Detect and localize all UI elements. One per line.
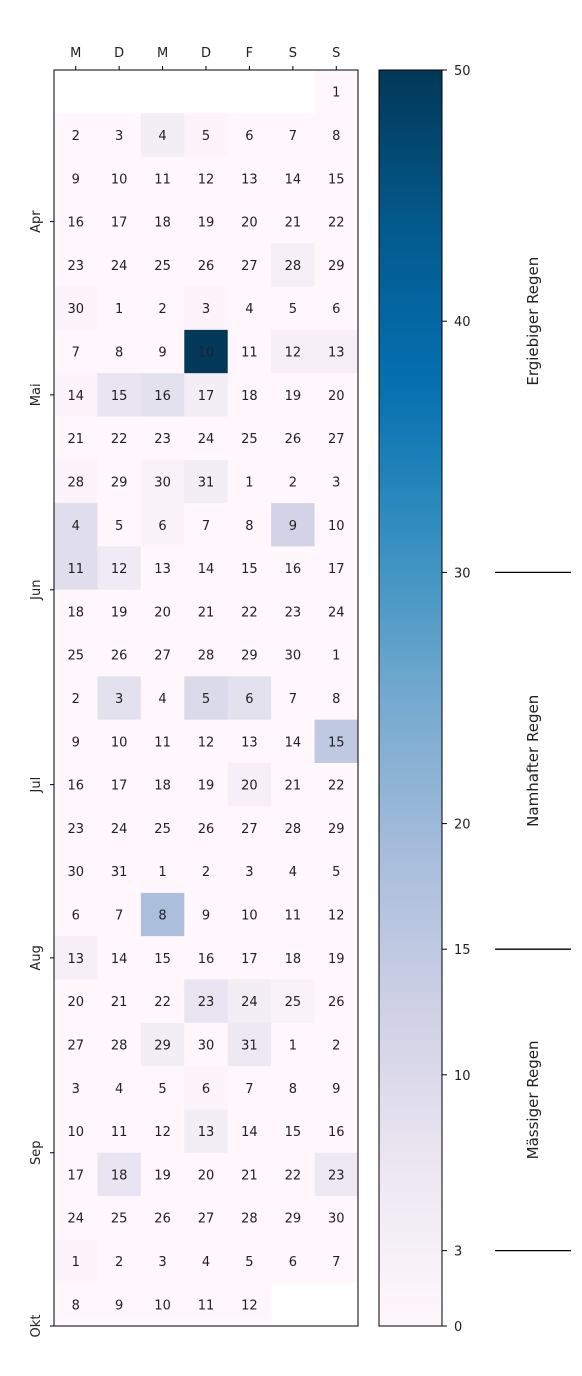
day-label: 16 xyxy=(328,1125,345,1141)
day-label: 11 xyxy=(110,1125,128,1141)
day-label: 1 xyxy=(158,865,167,881)
day-label: 30 xyxy=(328,1211,345,1227)
day-label: 14 xyxy=(284,735,302,751)
colorbar xyxy=(379,70,442,1326)
day-label: 10 xyxy=(328,518,345,534)
day-label: 9 xyxy=(201,908,211,924)
day-label: 31 xyxy=(110,865,128,881)
day-label: 11 xyxy=(154,172,171,188)
day-label: 2 xyxy=(71,128,80,144)
day-label: 7 xyxy=(288,128,297,144)
day-label: 4 xyxy=(115,1081,124,1097)
month-axis xyxy=(29,210,54,1338)
day-label: 19 xyxy=(328,951,345,967)
day-label: 20 xyxy=(67,995,84,1011)
day-label: 13 xyxy=(154,562,171,578)
day-label: 3 xyxy=(115,128,124,144)
day-label: 28 xyxy=(197,648,215,664)
heatmap-cells xyxy=(54,70,358,1326)
day-label: 20 xyxy=(197,1168,215,1184)
day-label: 23 xyxy=(284,605,302,621)
day-label: 19 xyxy=(110,605,128,621)
day-label: 11 xyxy=(154,735,171,751)
colorbar-tick-label: 20 xyxy=(454,817,471,833)
day-label: 28 xyxy=(284,258,302,274)
day-label: 4 xyxy=(288,865,297,881)
day-label: 5 xyxy=(288,302,297,318)
day-label: 25 xyxy=(154,821,171,837)
day-label: 22 xyxy=(241,605,258,621)
day-label: 24 xyxy=(67,1211,84,1227)
month-label: Apr xyxy=(29,210,44,233)
day-label: 4 xyxy=(71,518,80,534)
day-label: 8 xyxy=(71,1298,80,1314)
day-label: 10 xyxy=(241,908,258,924)
day-label: 8 xyxy=(158,908,167,924)
day-label: 30 xyxy=(154,475,171,491)
day-label: 16 xyxy=(67,215,84,231)
day-label: 4 xyxy=(245,302,254,318)
day-label: 11 xyxy=(284,908,302,924)
day-label: 2 xyxy=(71,692,80,707)
day-label: 26 xyxy=(197,258,215,274)
day-label: 10 xyxy=(154,1298,171,1314)
day-label: 1 xyxy=(115,302,124,318)
day-label: 19 xyxy=(284,388,302,404)
colorbar-tick-label: 40 xyxy=(454,315,471,331)
day-label: 27 xyxy=(197,1211,215,1227)
day-label: 30 xyxy=(67,302,84,318)
day-label: 23 xyxy=(154,432,171,448)
day-label: 12 xyxy=(241,1298,258,1314)
day-label: 30 xyxy=(284,648,302,664)
day-label: 10 xyxy=(110,172,128,188)
day-label: 17 xyxy=(67,1168,84,1184)
day-label: 22 xyxy=(110,432,128,448)
weekday-label: M xyxy=(156,46,169,61)
category-label: Namhafter Regen xyxy=(524,694,542,827)
day-label: 7 xyxy=(245,1081,254,1097)
day-label: 2 xyxy=(158,302,167,318)
day-label: 14 xyxy=(241,1125,258,1141)
day-label: 16 xyxy=(67,778,84,794)
month-label: Jul xyxy=(29,776,44,793)
month-label: Okt xyxy=(29,1314,44,1338)
day-label: 6 xyxy=(201,1081,211,1097)
day-label: 29 xyxy=(328,258,345,274)
day-label: 10 xyxy=(110,735,128,751)
day-label: 23 xyxy=(67,258,84,274)
day-label: 9 xyxy=(332,1081,341,1097)
colorbar-tick-label: 50 xyxy=(454,64,471,79)
weekday-label: D xyxy=(200,46,212,61)
day-label: 11 xyxy=(67,562,84,578)
day-label: 6 xyxy=(245,692,254,707)
day-label: 11 xyxy=(197,1298,215,1314)
day-label: 17 xyxy=(110,778,128,794)
day-label: 8 xyxy=(332,128,341,144)
day-label: 20 xyxy=(241,778,258,794)
day-label: 1 xyxy=(71,1255,80,1271)
day-label: 20 xyxy=(154,605,171,621)
day-label: 8 xyxy=(332,692,341,707)
day-label: 29 xyxy=(241,648,258,664)
day-label: 31 xyxy=(241,1038,258,1054)
day-label: 26 xyxy=(110,648,128,664)
day-label: 3 xyxy=(115,692,124,707)
day-label: 20 xyxy=(328,388,345,404)
day-label: 5 xyxy=(201,692,211,707)
day-label: 15 xyxy=(284,1125,302,1141)
day-label: 21 xyxy=(197,605,215,621)
day-label: 3 xyxy=(245,865,254,881)
day-label: 4 xyxy=(158,128,167,144)
day-label: 24 xyxy=(241,995,258,1011)
weekday-labels xyxy=(70,46,340,70)
day-label: 1 xyxy=(332,648,341,664)
day-label: 23 xyxy=(328,1168,345,1184)
day-label: 22 xyxy=(154,995,171,1011)
day-label: 3 xyxy=(71,1081,80,1097)
day-label: 27 xyxy=(154,648,171,664)
day-label: 28 xyxy=(110,1038,128,1054)
day-label: 30 xyxy=(67,865,84,881)
day-label: 16 xyxy=(284,562,302,578)
day-label: 13 xyxy=(241,172,258,188)
colorbar-tick-label: 15 xyxy=(454,943,471,959)
day-label: 7 xyxy=(332,1255,341,1271)
day-label: 9 xyxy=(158,345,167,361)
day-label: 21 xyxy=(241,1168,258,1184)
colorbar-tick-label: 0 xyxy=(454,1320,463,1335)
day-label: 22 xyxy=(328,215,345,231)
day-label: 4 xyxy=(158,692,167,707)
day-label: 12 xyxy=(328,908,345,924)
day-label: 5 xyxy=(115,518,124,534)
day-label: 24 xyxy=(110,258,128,274)
day-label: 3 xyxy=(332,475,341,491)
day-label: 12 xyxy=(154,1125,171,1141)
day-label: 6 xyxy=(71,908,80,924)
rain-categories xyxy=(495,257,571,1251)
day-label: 9 xyxy=(288,518,297,534)
day-label: 18 xyxy=(67,605,84,621)
day-label: 26 xyxy=(328,995,345,1011)
day-label: 19 xyxy=(197,215,215,231)
day-label: 29 xyxy=(328,821,345,837)
weekday-label: D xyxy=(114,46,125,61)
day-label: 26 xyxy=(197,821,215,837)
day-label: 19 xyxy=(154,1168,171,1184)
month-label: Jun xyxy=(29,579,44,600)
day-label: 7 xyxy=(288,692,297,707)
day-label: 29 xyxy=(154,1038,171,1054)
colorbar-tick-label: 10 xyxy=(454,1068,471,1084)
day-label: 27 xyxy=(67,1038,84,1054)
day-label: 5 xyxy=(245,1255,254,1271)
day-label: 14 xyxy=(110,951,128,967)
day-label: 2 xyxy=(201,865,211,881)
day-label: 2 xyxy=(288,475,297,491)
day-label: 9 xyxy=(71,735,80,751)
day-label: 22 xyxy=(284,1168,302,1184)
day-label: 15 xyxy=(328,735,345,751)
day-label: 18 xyxy=(154,778,171,794)
colorbar-tick-label: 3 xyxy=(454,1244,463,1260)
day-label: 25 xyxy=(154,258,171,274)
day-label: 15 xyxy=(110,388,128,404)
day-label: 3 xyxy=(158,1255,167,1271)
day-label: 3 xyxy=(201,302,211,318)
weekday-label: M xyxy=(70,46,82,61)
day-label: 9 xyxy=(71,172,80,188)
day-label: 1 xyxy=(288,1038,297,1054)
day-label: 5 xyxy=(332,865,341,881)
day-label: 13 xyxy=(241,735,258,751)
day-label: 25 xyxy=(284,995,302,1011)
category-label: Ergiebiger Regen xyxy=(524,256,542,386)
day-label: 18 xyxy=(241,388,258,404)
day-label: 18 xyxy=(154,215,171,231)
day-label: 1 xyxy=(245,475,254,491)
day-label: 21 xyxy=(110,995,128,1011)
day-label: 8 xyxy=(115,345,124,361)
day-label: 15 xyxy=(154,951,171,967)
day-label: 29 xyxy=(110,475,128,491)
day-label: 27 xyxy=(328,432,345,448)
day-label: 10 xyxy=(197,345,215,361)
day-label: 17 xyxy=(110,215,128,231)
day-label: 25 xyxy=(241,432,258,448)
weekday-label: S xyxy=(288,46,297,61)
day-label: 31 xyxy=(197,475,215,491)
colorbar-tick-label: 30 xyxy=(454,566,471,582)
day-label: 12 xyxy=(284,345,302,361)
day-label: 14 xyxy=(197,562,215,578)
day-label: 18 xyxy=(284,951,302,967)
day-label: 19 xyxy=(197,778,215,794)
day-label: 20 xyxy=(241,215,258,231)
day-label: 30 xyxy=(197,1038,215,1054)
day-label: 18 xyxy=(110,1168,128,1184)
day-label: 27 xyxy=(241,821,258,837)
day-label: 25 xyxy=(67,648,84,664)
day-label: 28 xyxy=(284,821,302,837)
day-label: 12 xyxy=(110,562,128,578)
month-label: Sep xyxy=(29,1140,44,1166)
day-label: 12 xyxy=(197,172,215,188)
day-label: 15 xyxy=(241,562,258,578)
day-label: 7 xyxy=(71,345,80,361)
day-label: 8 xyxy=(245,518,254,534)
day-label: 6 xyxy=(332,302,341,318)
day-label: 22 xyxy=(328,778,345,794)
day-label: 21 xyxy=(67,432,84,448)
day-label: 23 xyxy=(67,821,84,837)
month-label: Mai xyxy=(29,383,44,407)
day-label: 24 xyxy=(197,432,215,448)
day-label: 7 xyxy=(115,908,124,924)
day-label: 14 xyxy=(67,388,84,404)
day-label: 7 xyxy=(201,518,211,534)
day-label: 17 xyxy=(197,388,215,404)
day-label: 10 xyxy=(67,1125,84,1141)
day-label: 8 xyxy=(288,1081,297,1097)
weekday-label: F xyxy=(245,46,254,61)
day-label: 5 xyxy=(201,128,211,144)
day-label: 2 xyxy=(332,1038,341,1054)
day-label: 11 xyxy=(241,345,258,361)
day-label: 29 xyxy=(284,1211,302,1227)
day-label: 1 xyxy=(332,85,341,101)
day-label: 12 xyxy=(197,735,215,751)
day-label: 17 xyxy=(241,951,258,967)
day-label: 27 xyxy=(241,258,258,274)
category-label: Mässiger Regen xyxy=(524,1040,542,1160)
day-label: 25 xyxy=(110,1211,128,1227)
day-label: 16 xyxy=(197,951,215,967)
day-label: 28 xyxy=(67,475,84,491)
day-label: 13 xyxy=(197,1125,215,1141)
day-label: 6 xyxy=(158,518,167,534)
day-label: 9 xyxy=(115,1298,124,1314)
day-label: 4 xyxy=(201,1255,211,1271)
colorbar-ticks xyxy=(442,64,471,1335)
day-label: 21 xyxy=(284,778,302,794)
day-label: 5 xyxy=(158,1081,167,1097)
day-label: 14 xyxy=(284,172,302,188)
weekday-label: S xyxy=(332,46,341,61)
day-label: 15 xyxy=(328,172,345,188)
day-label: 13 xyxy=(328,345,345,361)
day-label: 6 xyxy=(288,1255,297,1271)
day-label: 21 xyxy=(284,215,302,231)
day-label: 24 xyxy=(110,821,128,837)
day-label: 24 xyxy=(328,605,345,621)
day-label: 28 xyxy=(241,1211,258,1227)
day-label: 6 xyxy=(245,128,254,144)
day-label: 16 xyxy=(154,388,171,404)
day-label: 26 xyxy=(154,1211,171,1227)
day-label: 2 xyxy=(115,1255,124,1271)
day-label: 13 xyxy=(67,951,84,967)
day-label: 23 xyxy=(197,995,215,1011)
day-label: 17 xyxy=(328,562,345,578)
month-label: Aug xyxy=(29,945,44,971)
day-label: 26 xyxy=(284,432,302,448)
